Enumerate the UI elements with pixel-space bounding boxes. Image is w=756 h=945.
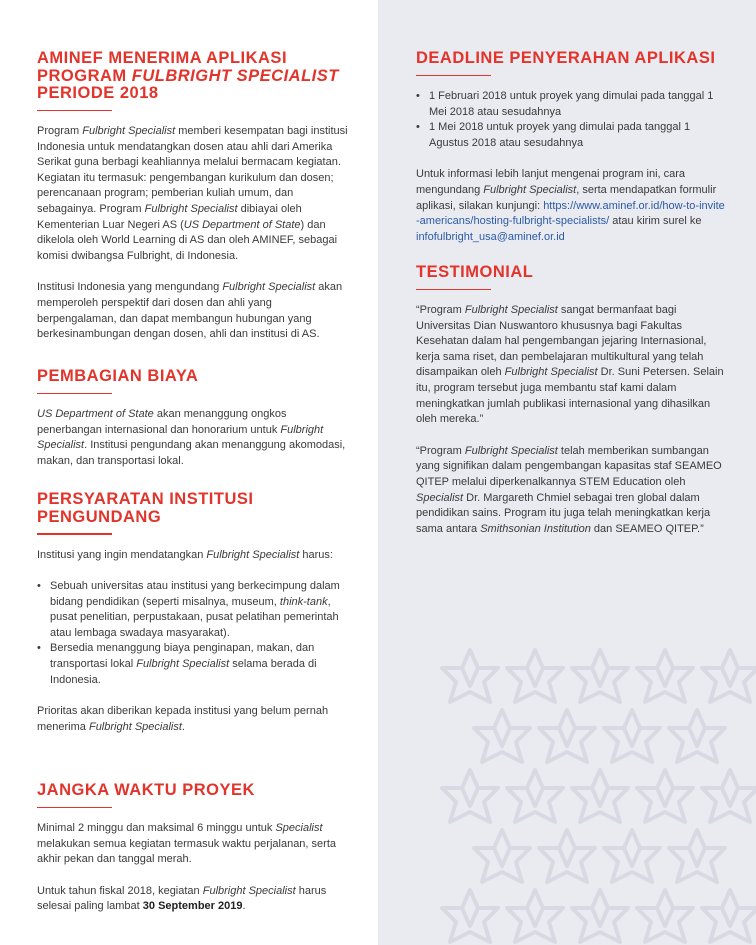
jangka-heading-rule [37,807,112,809]
intro-paragraph-2: Institusi Indonesia yang mengundang Fulbright Specialist akan memperoleh perspektif dari dosen dan ahli yang berpengalaman, dan dapat membangun hubungan yang berkesinambungan dengan dosen, ahli dan institusi di AS. [37,281,343,341]
intro-section [37,50,353,343]
decorative-star-pattern [440,640,756,945]
intro-heading: AMINEF MENERIMA APLIKASI PROGRAM FULBRIGHT SPECIALIST PERIODE 2018 [37,49,339,102]
persyaratan-paragraph-2: Prioritas akan diberikan kepada institusi yang belum pernah menerima Fulbright Specialist. [37,705,329,733]
testimonial-2: “Program Fulbright Specialist telah memberikan sumbangan yang signifikan dalam pengembangan kapasitas staf SEAMEO QITEP melalui diperkenalkannya STEM Education oleh Specialist Dr. Margareth Chmiel sebagai tren global dalam pendidikan sains. Program itu juga telah meningkatkan kerja sama antara Smithsonian Institution dan SEAMEO QITEP.” [416,444,722,535]
testimonial-1: “Program Fulbright Specialist sangat bermanfaat bagi Universitas Dian Nuswantoro khususnya bagi Fakultas Kesehatan dalam hal pengembangan jejaring Internasional, kerja sama riset, dan pembelajaran multikultural yang telah disampaikan oleh Fulbright Specialist Dr. Suni Petersen. Selain itu, program tersebut juga membantu staf kami dalam meningkatkan jumlah publikasi internasional yang dihasilkan oleh mereka.” [416,304,724,426]
list-item: • 1 Mei 2018 untuk proyek yang dimulai pada tanggal 1 Agustus 2018 atau sesudahnya [416,120,726,151]
list-item: • 1 Februari 2018 untuk proyek yang dimulai pada tanggal 1 Mei 2018 atau sesudahnya [416,89,726,120]
persyaratan-paragraph-1: Institusi yang ingin mendatangkan Fulbright Specialist harus: [37,548,333,561]
persyaratan-list [37,579,353,688]
deadline-list [416,89,726,151]
deadline-info-paragraph: Untuk informasi lebih lanjut mengenai program ini, cara mengundang Fulbright Specialist, serta mendapatkan formulir aplikasi, silakan kunjungi: https://www.aminef.or.id/how-to-invite-americans/hosting-fulbright-specialists/ atau kirim surel ke infofulbright_usa@aminef.or.id [416,168,725,243]
intro-paragraph-1: Program Fulbright Specialist memberi kesempatan bagi institusi Indonesia untuk mendatangkan dosen atau ahli dari Amerika Serikat guna berbagi keahliannya melalui bermacam kegiatan. Kegiatan itu termasuk: pengembangan kurikulum dan dosen; perencanaan program; pemberian kuliah umum, dan sebagainya. Program Fulbright Specialist dibiayai oleh Kementerian Luar Negeri AS (US Department of State) dan dikelola oleh World Learning di AS dan oleh AMINEF, sebagai komisi dwibangsa Fulbright, di Indonesia. [37,125,348,262]
jangka-paragraph-1: Minimal 2 minggu dan maksimal 6 minggu untuk Specialist melakukan semua kegiatan termasuk waktu perjalanan, serta akhir pekan dan tanggal merah. [37,822,336,866]
persyaratan-section [37,491,353,735]
intro-heading-rule [37,110,112,112]
deadline-section [416,50,726,245]
biaya-heading-rule [37,393,112,395]
testimonial-heading-rule [416,289,491,291]
jangka-heading: JANGKA WAKTU PROYEK [37,781,255,799]
biaya-section [37,368,353,469]
list-item: • Sebuah universitas atau institusi yang berkecimpung dalam bidang pendidikan (seperti misalnya, museum, think-tank, pusat penelitian, perpustakaan, pusat pelatihan pemerintah atau lembaga swadaya masyarakat). [37,579,353,641]
persyaratan-heading: PERSYARATAN INSTITUSI PENGUNDANG [37,490,254,526]
list-item: • Bersedia menanggung biaya penginapan, makan, dan transportasi lokal Fulbright Specialist selama berada di Indonesia. [37,641,353,688]
biaya-heading: PEMBAGIAN BIAYA [37,367,199,385]
deadline-heading-rule [416,75,491,77]
biaya-paragraph: US Department of State akan menanggung ongkos penerbangan internasional dan honorarium untuk Fulbright Specialist. Institusi pengundang akan menanggung akomodasi, makan, dan transportasi lokal. [37,408,346,467]
jangka-section [37,782,353,915]
persyaratan-heading-rule [37,533,112,535]
email-link[interactable]: infofulbright_usa@aminef.or.id [416,230,565,243]
aminef-link[interactable]: https://www.aminef.or.id/how-to-invite-americans/hosting-fulbright-specialists/ [416,199,725,228]
deadline-heading: DEADLINE PENYERAHAN APLIKASI [416,49,716,67]
testimonial-section [416,264,726,537]
testimonial-heading: TESTIMONIAL [416,263,534,281]
jangka-paragraph-2: Untuk tahun fiskal 2018, kegiatan Fulbright Specialist harus selesai paling lambat 30 September 2019. [37,884,327,913]
